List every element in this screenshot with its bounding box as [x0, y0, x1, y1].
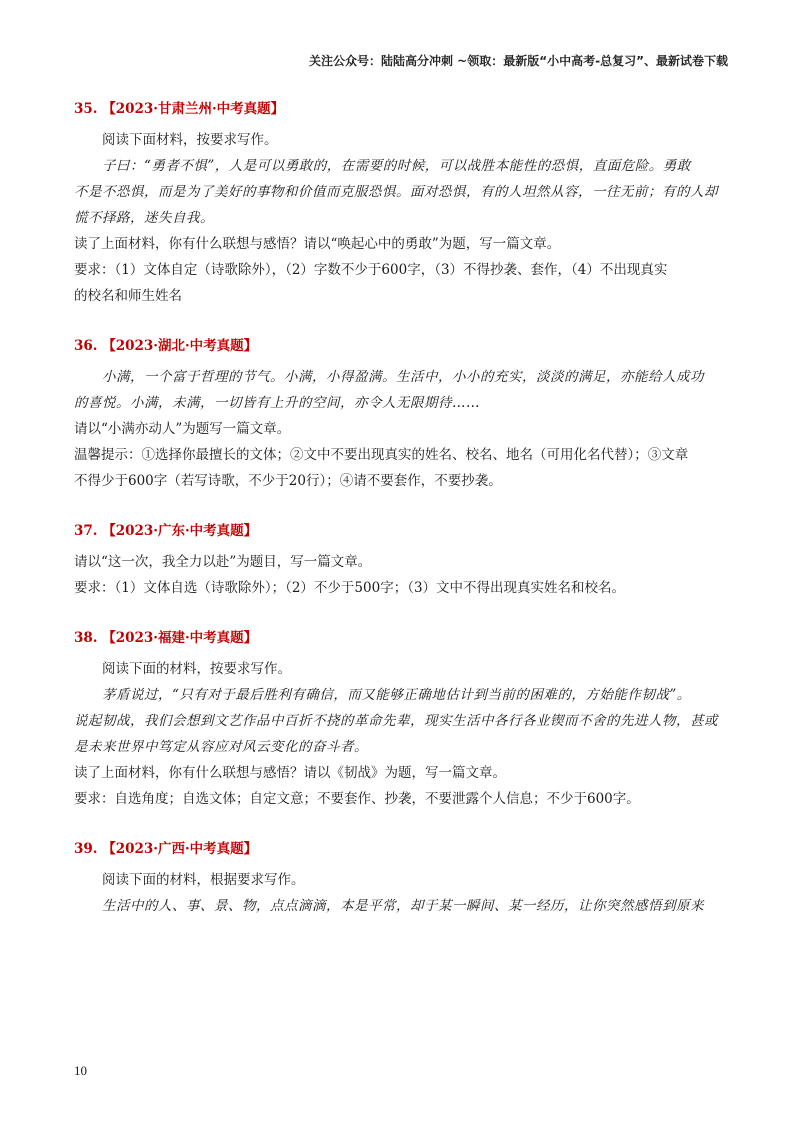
text-line: 温馨提示：①选择你最擅长的文体；②文中不要出现真实的姓名、校名、地名（可用化名代替）；③文章	[74, 447, 689, 463]
question-source-tag: 【2023·湖北·中考真题】	[102, 338, 258, 354]
question-block	[74, 838, 724, 919]
text-line: 不是不恐惧，而是为了美好的事物和价值而克服恐惧。面对恐惧，有的人坦然从容，一往无前；有的人却	[74, 184, 718, 200]
question-number: 37.	[74, 523, 98, 539]
text-line: 要求：自选角度；自选文体；自定文意；不要套作、抄袭，不要泄露个人信息；不少于600字。	[74, 791, 640, 807]
question-title	[74, 627, 724, 649]
text-line: 小满，一个富于哲理的节气。小满，小得盈满。生活中，小小的充实，淡淡的满足，亦能给人成功	[102, 369, 704, 385]
text-line: 茅盾说过，“只有对于最后胜利有确信，而又能够正确地估计到当前的困难的，方始能作韧战”。	[102, 687, 691, 703]
text-line: 慌不择路，迷失自我。	[74, 210, 214, 226]
text-line: 阅读下面的材料，按要求写作。	[102, 661, 291, 677]
question-title	[74, 838, 724, 860]
question-number: 38.	[74, 630, 98, 646]
question-number: 39.	[74, 841, 98, 857]
text-line: 读了上面材料，你有什么联想与感悟？请以“唤起心中的勇敢”为题，写一篇文章。	[74, 236, 561, 252]
question-number: 35.	[74, 101, 98, 117]
text-line: 要求：（1）文体自选（诗歌除外）；（2）不少于500字；（3）文中不得出现真实姓名和校名。	[74, 580, 626, 596]
question-source-tag: 【2023·福建·中考真题】	[102, 630, 258, 646]
text-line: 说起韧战，我们会想到文艺作品中百折不挠的革命先辈，现实生活中各行各业锲而不舍的先进人物，甚或	[74, 713, 718, 729]
question-block	[74, 627, 724, 812]
page-number: 10	[74, 1063, 87, 1078]
page-header: 关注公众号：陆陆高分冲刺 ~领取：最新版“小中高考-总复习”、最新试卷下载	[309, 54, 728, 68]
text-line: 请以“这一次，我全力以赴”为题目，写一篇文章。	[74, 554, 372, 570]
question-block	[74, 98, 724, 309]
text-line: 是未来世界中笃定从容应对风云变化的奋斗者。	[74, 739, 368, 755]
question-title	[74, 98, 724, 120]
question-source-tag: 【2023·广东·中考真题】	[102, 523, 258, 539]
text-line: 阅读下面的材料，根据要求写作。	[102, 872, 305, 888]
text-line: 请以“小满亦动人”为题写一篇文章。	[74, 421, 291, 437]
text-line: 阅读下面材料，按要求写作。	[102, 132, 278, 148]
question-title	[74, 335, 724, 357]
question-block	[74, 520, 724, 601]
text-line: 的喜悦。小满，未满，一切皆有上升的空间，亦令人无限期待……	[74, 395, 480, 411]
text-line: 要求：（1）文体自定（诗歌除外），（2）字数不少于600字，（3）不得抄袭、套作，（4）不出现真实	[74, 262, 668, 278]
text-line: 读了上面材料，你有什么联想与感悟？请以《韧战》为题，写一篇文章。	[74, 765, 506, 781]
question-source-tag: 【2023·广西·中考真题】	[102, 841, 258, 857]
document-body	[74, 98, 724, 919]
question-source-tag: 【2023·甘肃兰州·中考真题】	[102, 101, 285, 117]
question-block	[74, 335, 724, 494]
question-title	[74, 520, 724, 542]
text-line: 的校名和师生姓名	[74, 288, 182, 304]
question-number: 36.	[74, 338, 98, 354]
text-line: 生活中的人、事、景、物，点点滴滴，本是平常，却于某一瞬间、某一经历，让你突然感悟到原来	[102, 898, 704, 914]
text-line: 子曰：“勇者不惧”，人是可以勇敢的，在需要的时候，可以战胜本能性的恐惧，直面危险。勇敢	[102, 158, 691, 174]
text-line: 不得少于600字（若写诗歌，不少于20行）；④请不要套作，不要抄袭。	[74, 473, 502, 489]
